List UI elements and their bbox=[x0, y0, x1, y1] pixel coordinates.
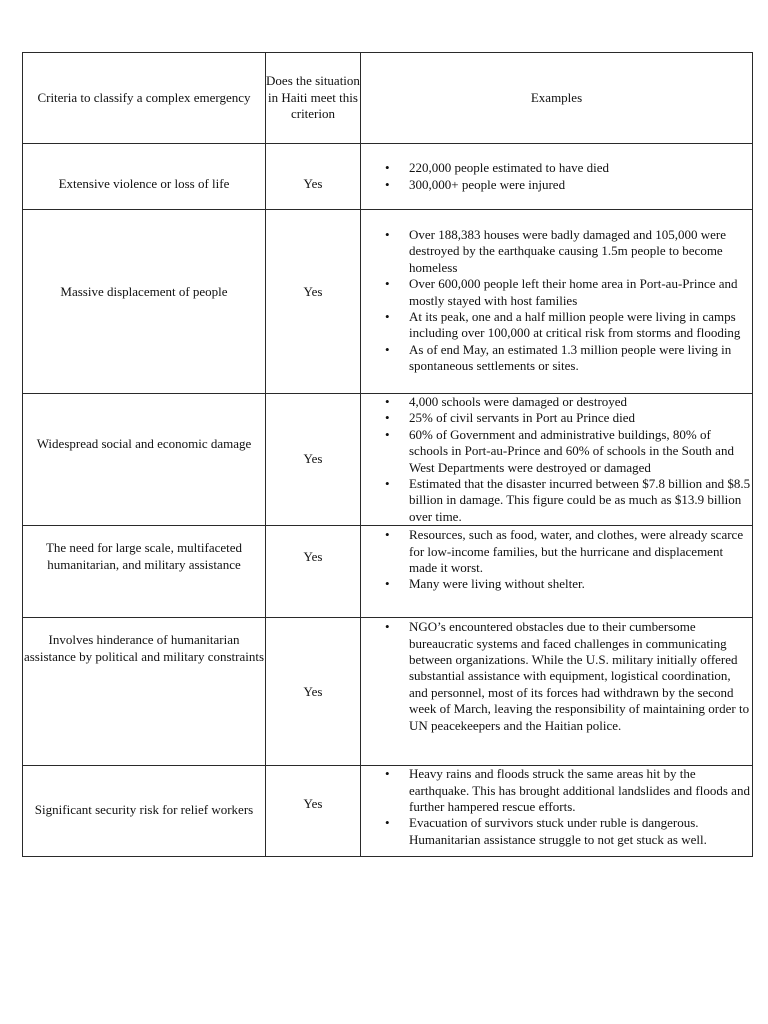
examples-cell bbox=[361, 618, 753, 766]
criterion-cell bbox=[23, 526, 266, 618]
examples-list bbox=[361, 766, 752, 848]
table-row bbox=[23, 766, 753, 857]
header-examples: Examples bbox=[361, 53, 753, 144]
example-item: • Heavy rains and floods struck the same areas hit by the earthquake. This has brought additional landslides and floods and further hampered rescue efforts. bbox=[409, 766, 752, 815]
criterion-cell bbox=[23, 766, 266, 857]
criterion-cell bbox=[23, 210, 266, 394]
examples-list bbox=[361, 527, 752, 593]
examples-cell bbox=[361, 526, 753, 618]
examples-list bbox=[361, 394, 752, 525]
example-item: • 60% of Government and administrative buildings, 80% of schools in Port-au-Prince and 60% of schools in the South and West Departments were destroyed or damaged bbox=[409, 427, 752, 476]
criterion-text: Involves hinderance of humanitarian assistance by political and military constraints bbox=[23, 632, 265, 664]
examples-cell bbox=[361, 766, 753, 857]
meets-value: Yes bbox=[303, 548, 323, 564]
meets-cell bbox=[266, 144, 361, 210]
meets-cell bbox=[266, 210, 361, 394]
criterion-cell bbox=[23, 394, 266, 526]
criterion-text: Extensive violence or loss of life bbox=[58, 176, 230, 192]
example-item: • Estimated that the disaster incurred between $7.8 billion and $8.5 billion in damage. This figure could be as much as $13.9 billion over time. bbox=[409, 476, 752, 525]
example-item: • As of end May, an estimated 1.3 million people were living in spontaneous settlements or sites. bbox=[409, 342, 752, 375]
meets-value: Yes bbox=[303, 796, 323, 812]
example-item: • 220,000 people estimated to have died bbox=[409, 160, 752, 176]
example-item: • Resources, such as food, water, and clothes, were already scarce for low-income families, but the hurricane and displacement made it worst. bbox=[409, 527, 752, 576]
criterion-cell bbox=[23, 144, 266, 210]
meets-cell bbox=[266, 766, 361, 857]
table-row bbox=[23, 210, 753, 394]
meets-value: Yes bbox=[303, 284, 323, 300]
table-row bbox=[23, 144, 753, 210]
examples-list bbox=[361, 160, 752, 193]
example-item: • 4,000 schools were damaged or destroyed bbox=[409, 394, 752, 410]
examples-cell bbox=[361, 210, 753, 394]
example-item: • Evacuation of survivors stuck under ruble is dangerous. Humanitarian assistance struggle to not get stuck as well. bbox=[409, 815, 752, 848]
examples-cell bbox=[361, 144, 753, 210]
meets-value: Yes bbox=[303, 683, 323, 699]
meets-cell bbox=[266, 394, 361, 526]
criterion-text: Widespread social and economic damage bbox=[36, 436, 252, 452]
example-item: • Many were living without shelter. bbox=[409, 576, 752, 592]
criterion-text: Massive displacement of people bbox=[60, 284, 228, 300]
example-item: • 25% of civil servants in Port au Prince died bbox=[409, 410, 752, 426]
emergency-criteria-table bbox=[22, 52, 753, 857]
meets-cell bbox=[266, 618, 361, 766]
table-header-row bbox=[23, 53, 753, 144]
table-row bbox=[23, 394, 753, 526]
header-criteria: Criteria to classify a complex emergency bbox=[23, 53, 266, 144]
examples-list bbox=[361, 227, 752, 375]
example-item: • At its peak, one and a half million people were living in camps including over 100,000 at critical risk from storms and flooding bbox=[409, 309, 752, 342]
meets-cell bbox=[266, 526, 361, 618]
criterion-text: The need for large scale, multifaceted humanitarian, and military assistance bbox=[45, 540, 243, 572]
example-item: • 300,000+ people were injured bbox=[409, 177, 752, 193]
table-row bbox=[23, 526, 753, 618]
header-meets-criterion: Does the situation in Haiti meet this criterion bbox=[266, 53, 361, 144]
criterion-text: Significant security risk for relief workers bbox=[34, 802, 254, 818]
meets-value: Yes bbox=[303, 176, 323, 192]
examples-list bbox=[361, 619, 752, 734]
table-row bbox=[23, 618, 753, 766]
example-item: • NGO’s encountered obstacles due to their cumbersome bureaucratic systems and faced challenges in communicating between organizations. While the U.S. military initially offered substantial assistance with equipment, logistical coordination, and personnel, most of its forces had withdrawn by the second week of March, leaving the responsibility of maintaining order to UN peacekeepers and the Haitian police. bbox=[409, 619, 752, 734]
example-item: • Over 188,383 houses were badly damaged and 105,000 were destroyed by the earthquake causing 1.5m people to become homeless bbox=[409, 227, 752, 276]
examples-cell bbox=[361, 394, 753, 526]
criterion-cell bbox=[23, 618, 266, 766]
example-item: • Over 600,000 people left their home area in Port-au-Prince and mostly stayed with host families bbox=[409, 276, 752, 309]
meets-value: Yes bbox=[303, 451, 323, 467]
